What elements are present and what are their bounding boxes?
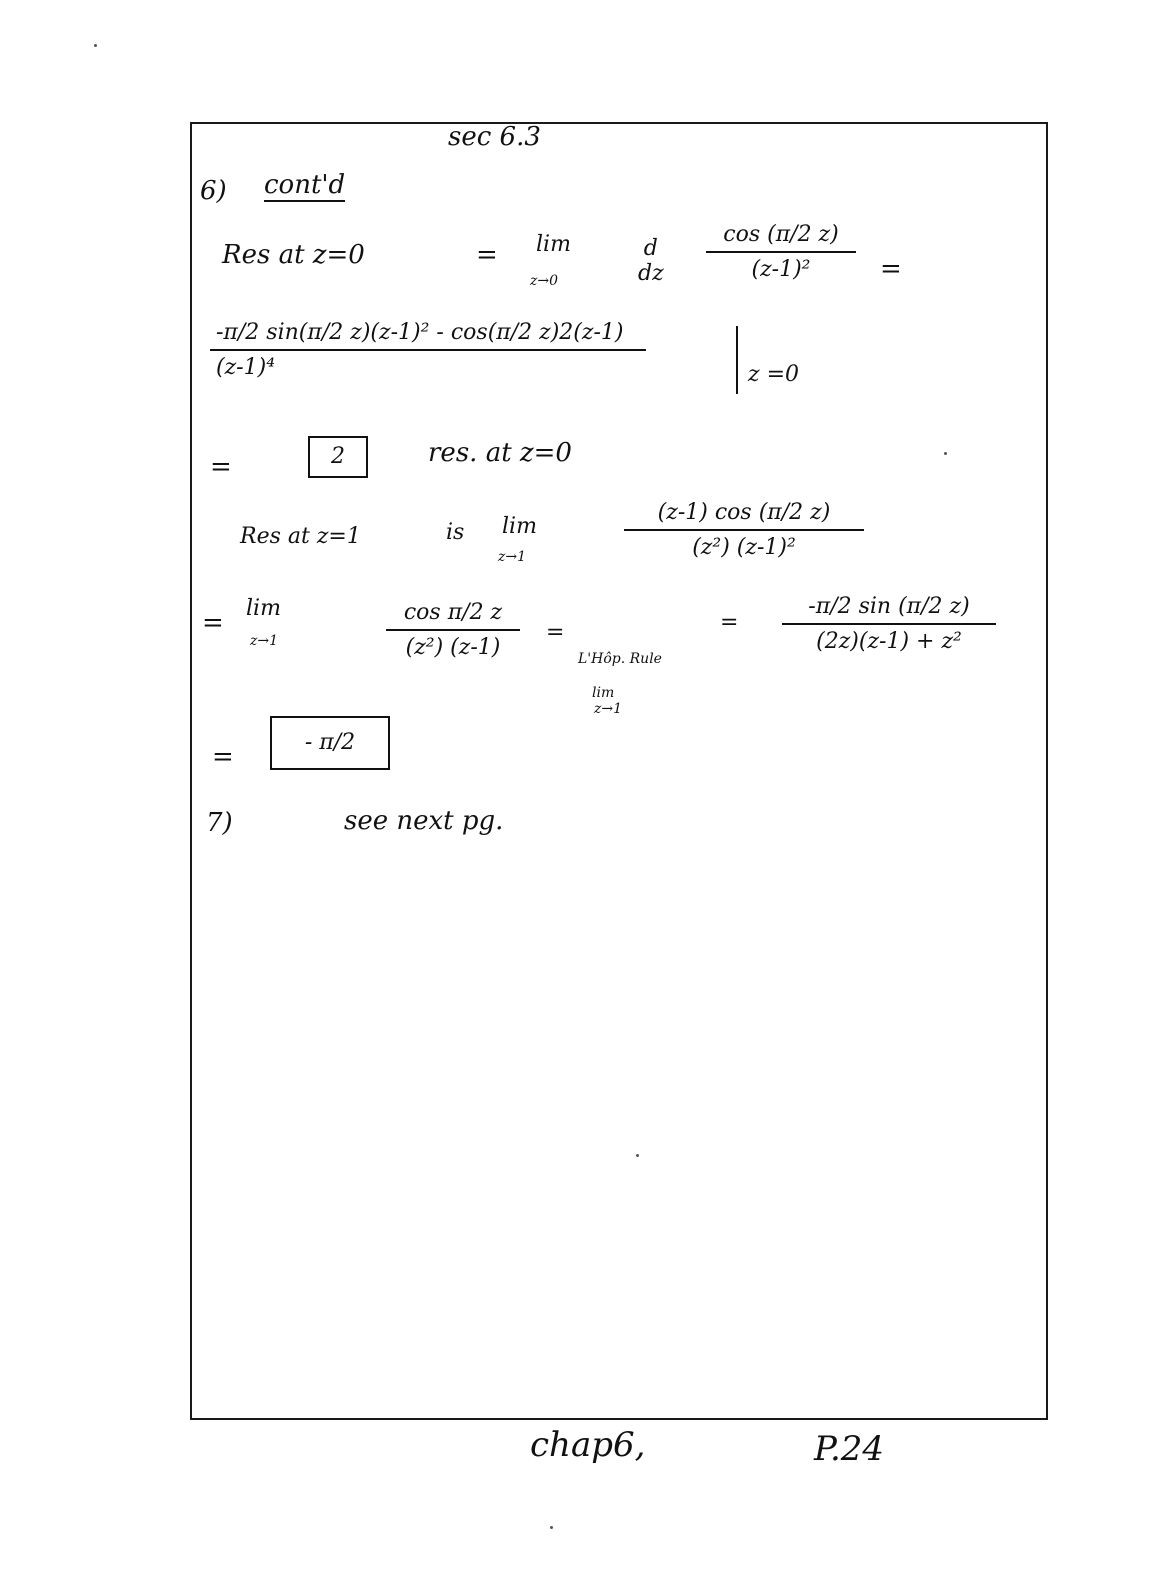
derivative-numerator: d bbox=[643, 236, 658, 261]
limit-subscript: z→1 bbox=[250, 633, 279, 649]
equals-sign: = bbox=[202, 608, 224, 638]
fraction-numerator: cos π/2 z bbox=[403, 600, 503, 625]
scan-speck bbox=[636, 1154, 639, 1157]
derivative-operator bbox=[632, 236, 670, 286]
fraction-denominator: (z²) (z-1) bbox=[405, 635, 501, 660]
fraction-bar bbox=[386, 629, 520, 631]
answer-box: - π/2 bbox=[270, 716, 390, 770]
fraction-denominator: (z-1)² bbox=[751, 257, 811, 282]
problem-6-label: 6) bbox=[200, 176, 227, 206]
fraction-bar bbox=[624, 529, 864, 531]
equals-sign: = bbox=[210, 452, 232, 482]
lhopital-rule-label: L'Hôp. Rule bbox=[578, 651, 662, 667]
limit-word: lim bbox=[502, 514, 537, 539]
fraction-simplified bbox=[386, 600, 520, 660]
problem-6-heading: cont'd bbox=[264, 170, 346, 200]
limit-word: lim bbox=[246, 596, 281, 621]
quotient-bar bbox=[210, 349, 646, 351]
equals-sign: = bbox=[476, 240, 498, 270]
equals-sign: = bbox=[212, 742, 234, 772]
fraction-numerator: cos (π/2 z) bbox=[723, 222, 839, 247]
fraction-numerator: -π/2 sin (π/2 z) bbox=[808, 594, 970, 619]
res-z0-label: Res at z=0 bbox=[222, 240, 365, 270]
limit-subscript: z→1 bbox=[594, 701, 623, 717]
chapter-label: chap6, bbox=[530, 1425, 646, 1465]
quotient-numerator: -π/2 sin(π/2 z)(z-1)² - cos(π/2 z)2(z-1) bbox=[216, 320, 624, 345]
problem-7-label: 7) bbox=[206, 808, 233, 838]
scan-speck bbox=[550, 1526, 553, 1529]
fraction-numerator: (z-1) cos (π/2 z) bbox=[657, 500, 831, 525]
section-heading: sec 6.3 bbox=[448, 122, 541, 152]
page-frame bbox=[190, 122, 1048, 1420]
fraction-residue-z1 bbox=[624, 500, 864, 560]
quotient-denominator: (z-1)⁴ bbox=[216, 355, 276, 380]
fraction-bar bbox=[706, 251, 856, 253]
equals-sign: = bbox=[720, 610, 739, 635]
limit-subscript: z→0 bbox=[530, 273, 559, 289]
is-word: is bbox=[446, 520, 465, 545]
equals-sign: = bbox=[880, 254, 902, 284]
derivative-denominator: dz bbox=[638, 261, 664, 286]
fraction-bar bbox=[782, 623, 996, 625]
res-z1-label: Res at z=1 bbox=[240, 524, 361, 549]
limit-subscript: z→1 bbox=[498, 549, 527, 565]
answer-note: res. at z=0 bbox=[428, 438, 572, 468]
fraction-denominator: (z²) (z-1)² bbox=[692, 535, 796, 560]
see-next-page-note: see next pg. bbox=[344, 806, 504, 836]
equals-sign: = bbox=[546, 620, 565, 645]
fraction-denominator: (2z)(z-1) + z² bbox=[816, 629, 962, 654]
evaluation-bar bbox=[736, 326, 738, 394]
limit-word: lim bbox=[536, 232, 571, 257]
fraction-lhopital-result bbox=[782, 594, 996, 654]
scan-speck bbox=[94, 44, 97, 47]
fraction-cos-over-z-minus-1-squared bbox=[706, 222, 856, 282]
answer-box: 2 bbox=[308, 436, 368, 478]
page-number: P.24 bbox=[814, 1429, 885, 1469]
limit-word: lim bbox=[592, 685, 615, 701]
scan-speck bbox=[944, 452, 947, 455]
evaluation-point: z =0 bbox=[748, 362, 800, 387]
derivative-quotient bbox=[210, 320, 646, 380]
